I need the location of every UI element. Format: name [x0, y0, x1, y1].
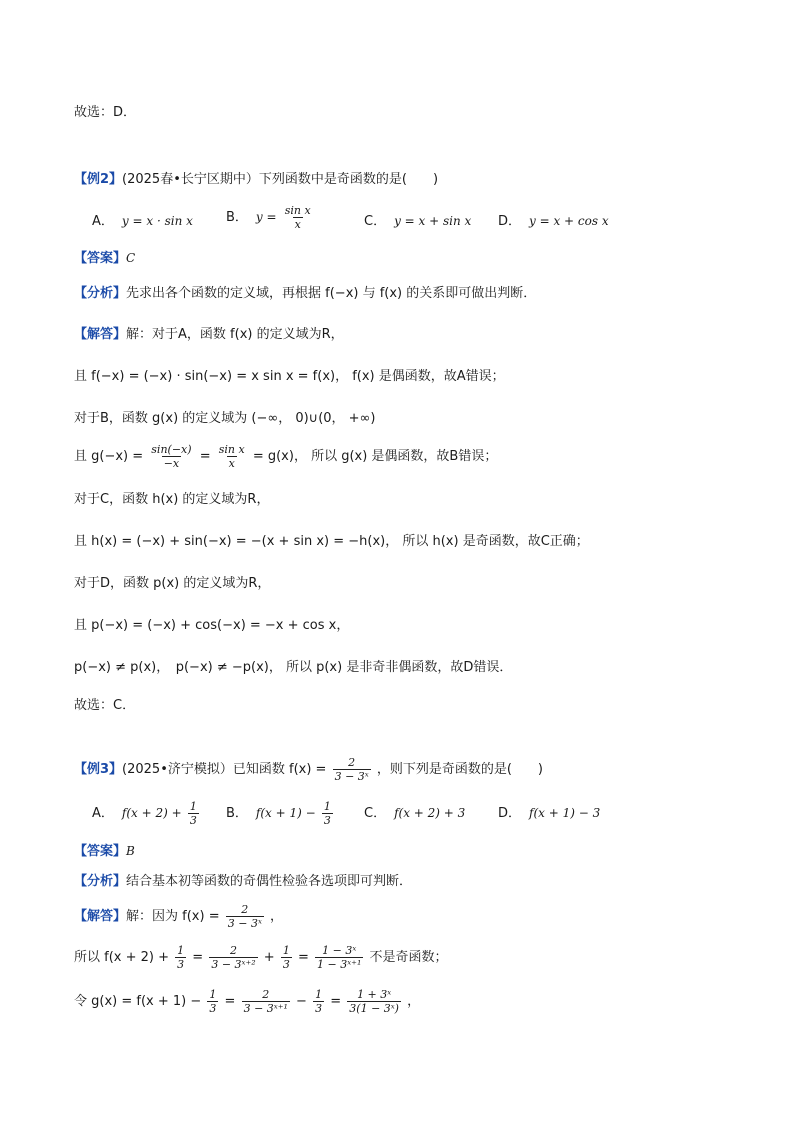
solution-tag: 【解答】 — [74, 909, 127, 924]
example-2-option-b — [226, 204, 315, 231]
example-2-option-d — [498, 212, 609, 231]
fraction-numerator: 1 — [189, 800, 197, 813]
fraction-denominator: 3 — [282, 958, 290, 971]
fraction-denominator: −x — [163, 457, 180, 470]
plus-sign: + — [263, 950, 275, 965]
example-3-solution-line-1 — [74, 903, 283, 931]
fraction-2-over-3-minus-3x2 — [209, 944, 257, 971]
example-3-solution-line-3 — [74, 988, 420, 1016]
example-2-solution-line-3: 对于B，函数 g(x) 的定义域为 (−∞， 0)∪(0， +∞) — [74, 411, 376, 426]
example-2-answer — [74, 249, 135, 268]
equation-lhs: 且 g(−x) = — [74, 449, 144, 464]
minus-sign: − — [296, 994, 307, 1009]
example-3-tag: 【例3】 — [74, 762, 123, 777]
example-3-option-a — [92, 798, 201, 829]
equation-lhs: 令 g(x) = f(x + 1) − — [74, 994, 202, 1009]
fraction-denominator: x — [228, 457, 235, 470]
analysis-text: 结合基本初等函数的奇偶性检验各选项即可判断． — [126, 874, 413, 889]
fraction-denominator: 3(1 − 3ˣ) — [349, 1002, 399, 1015]
fraction-denominator: 3 — [323, 814, 331, 827]
previous-answer-line: 故选：D． — [74, 105, 137, 120]
option-d-expression: f(x + 1) − 3 — [529, 806, 601, 820]
fraction-numerator: 1 — [315, 988, 323, 1001]
option-b-lhs: y = — [255, 210, 277, 224]
equals-sign: = — [224, 994, 236, 1009]
option-b-label: B． — [226, 210, 248, 225]
example-3-option-c — [364, 804, 465, 823]
option-b-expression: f(x + 1) − — [255, 806, 316, 820]
example-3-question — [74, 756, 543, 784]
fraction-1-3 — [313, 988, 324, 1015]
option-b-fraction — [283, 204, 313, 231]
equation-lhs: 所以 f(x + 2) + — [74, 950, 169, 965]
option-a-expression: y = x · sin x — [121, 214, 193, 228]
fraction-denominator: 3 − 3ˣ — [227, 917, 262, 930]
example-2-option-a — [92, 212, 193, 231]
fraction-denominator: 3 — [189, 814, 197, 827]
fraction-denominator: 3 − 3ˣ⁺¹ — [243, 1002, 288, 1015]
equation-conclusion: 不是奇函数； — [369, 950, 448, 965]
answer-value: C — [126, 251, 136, 265]
example-2-solution-line-4 — [74, 443, 497, 471]
fraction-numerator: 2 — [229, 944, 237, 957]
option-a-fraction — [188, 800, 199, 827]
option-a-expression: f(x + 2) + — [121, 806, 182, 820]
example-2-solution-line-6: 且 h(x) = (−x) + sin(−x) = −(x + sin x) = −h(x)， 所以 h(x) 是奇函数，故C正确； — [74, 534, 589, 549]
example-2-solution-line-7: 对于D，函数 p(x) 的定义域为R， — [74, 576, 271, 591]
fraction-numerator: sin(−x) — [151, 443, 192, 456]
solution-tag: 【解答】 — [74, 327, 127, 342]
solution-text-post: ， — [270, 909, 284, 924]
equation-rhs: = g(x)， 所以 g(x) 是偶函数，故B错误； — [252, 449, 498, 464]
fraction-denominator: 3 − 3ˣ — [334, 770, 369, 783]
answer-value: B — [126, 844, 135, 858]
fraction-1-3 — [175, 944, 186, 971]
example-2-final-choice: 故选：C． — [74, 698, 136, 713]
answer-tag: 【答案】 — [74, 251, 127, 266]
example-2-solution-line-9: p(−x) ≠ p(x)， p(−x) ≠ −p(x)， 所以 p(x) 是非奇非偶函数，故D错误． — [74, 660, 513, 675]
example-3-text-post: ，则下列是奇函数的是( ) — [376, 762, 544, 777]
solution-text: 解：因为 f(x) = — [126, 909, 220, 924]
example-2-analysis — [74, 285, 536, 303]
example-2-solution-line-5: 对于C，函数 h(x) 的定义域为R， — [74, 492, 270, 507]
fraction-numerator: 1 + 3ˣ — [357, 988, 392, 1001]
option-b-label: B． — [226, 806, 248, 821]
example-3-analysis — [74, 873, 412, 891]
example-3-fraction — [333, 756, 371, 783]
fraction-denominator: 3 — [209, 1002, 217, 1015]
example-2-solution-line-8: 且 p(−x) = (−x) + cos(−x) = −x + cos x， — [74, 618, 350, 633]
example-2-option-c — [364, 212, 471, 231]
fraction-numerator: sin x — [284, 204, 311, 217]
example-2-solution-line-1 — [74, 326, 344, 344]
option-b-fraction — [322, 800, 333, 827]
example-3-solution-line-2 — [74, 944, 448, 972]
fraction-result — [347, 988, 401, 1015]
option-c-expression: y = x + sin x — [394, 214, 472, 228]
solution-text: 解：对于A，函数 f(x) 的定义域为R， — [126, 327, 344, 342]
option-c-label: C． — [364, 806, 387, 821]
fraction-numerator: sin x — [218, 443, 245, 456]
option-d-expression: y = x + cos x — [529, 214, 609, 228]
fraction-sin-x — [217, 443, 247, 470]
equals-sign: = — [192, 950, 204, 965]
fraction-sin-neg-x — [149, 443, 193, 470]
example-3-option-b — [226, 798, 335, 829]
option-a-label: A． — [92, 806, 114, 821]
example-2-text: (2025春•长宁区期中）下列函数中是奇函数的是( ) — [122, 172, 439, 187]
option-d-label: D． — [498, 806, 522, 821]
fraction-denominator: x — [294, 218, 301, 231]
fraction-denominator: 3 — [315, 1002, 323, 1015]
fraction-denominator: 3 — [177, 958, 185, 971]
option-c-label: C． — [364, 214, 387, 229]
fraction-numerator: 2 — [262, 988, 270, 1001]
option-a-label: A． — [92, 214, 114, 229]
fraction-2-over-3-minus-3x1 — [242, 988, 290, 1015]
fraction-2-over-3-minus-3x — [226, 903, 264, 930]
fraction-denominator: 3 − 3ˣ⁺² — [211, 958, 256, 971]
example-2-question — [74, 171, 438, 189]
fraction-numerator: 1 — [177, 944, 185, 957]
fraction-numerator: 1 — [323, 800, 331, 813]
analysis-tag: 【分析】 — [74, 874, 127, 889]
example-2-solution-line-2: 且 f(−x) = (−x) · sin(−x) = x sin x = f(x)， f(x) 是偶函数，故A错误； — [74, 369, 505, 384]
option-d-label: D． — [498, 214, 522, 229]
example-3-option-d — [498, 804, 600, 823]
equals-sign: = — [297, 950, 309, 965]
fraction-denominator: 1 − 3ˣ⁺¹ — [317, 958, 362, 971]
example-2-tag: 【例2】 — [74, 172, 123, 187]
fraction-numerator: 1 — [209, 988, 217, 1001]
equals-sign: = — [330, 994, 342, 1009]
fraction-result — [315, 944, 363, 971]
fraction-1-3 — [207, 988, 218, 1015]
fraction-numerator: 2 — [241, 903, 249, 916]
equation-end: ， — [407, 994, 421, 1009]
fraction-numerator: 1 — [282, 944, 290, 957]
answer-tag: 【答案】 — [74, 844, 127, 859]
equals-sign: = — [199, 449, 211, 464]
analysis-text: 先求出各个函数的定义域，再根据 f(−x) 与 f(x) 的关系即可做出判断． — [126, 286, 537, 301]
analysis-tag: 【分析】 — [74, 286, 127, 301]
example-3-text-pre: (2025•济宁模拟）已知函数 f(x) = — [122, 762, 327, 777]
option-c-expression: f(x + 2) + 3 — [394, 806, 466, 820]
fraction-numerator: 1 − 3ˣ — [322, 944, 357, 957]
example-3-answer — [74, 842, 135, 861]
fraction-numerator: 2 — [348, 756, 356, 769]
fraction-1-3 — [281, 944, 292, 971]
